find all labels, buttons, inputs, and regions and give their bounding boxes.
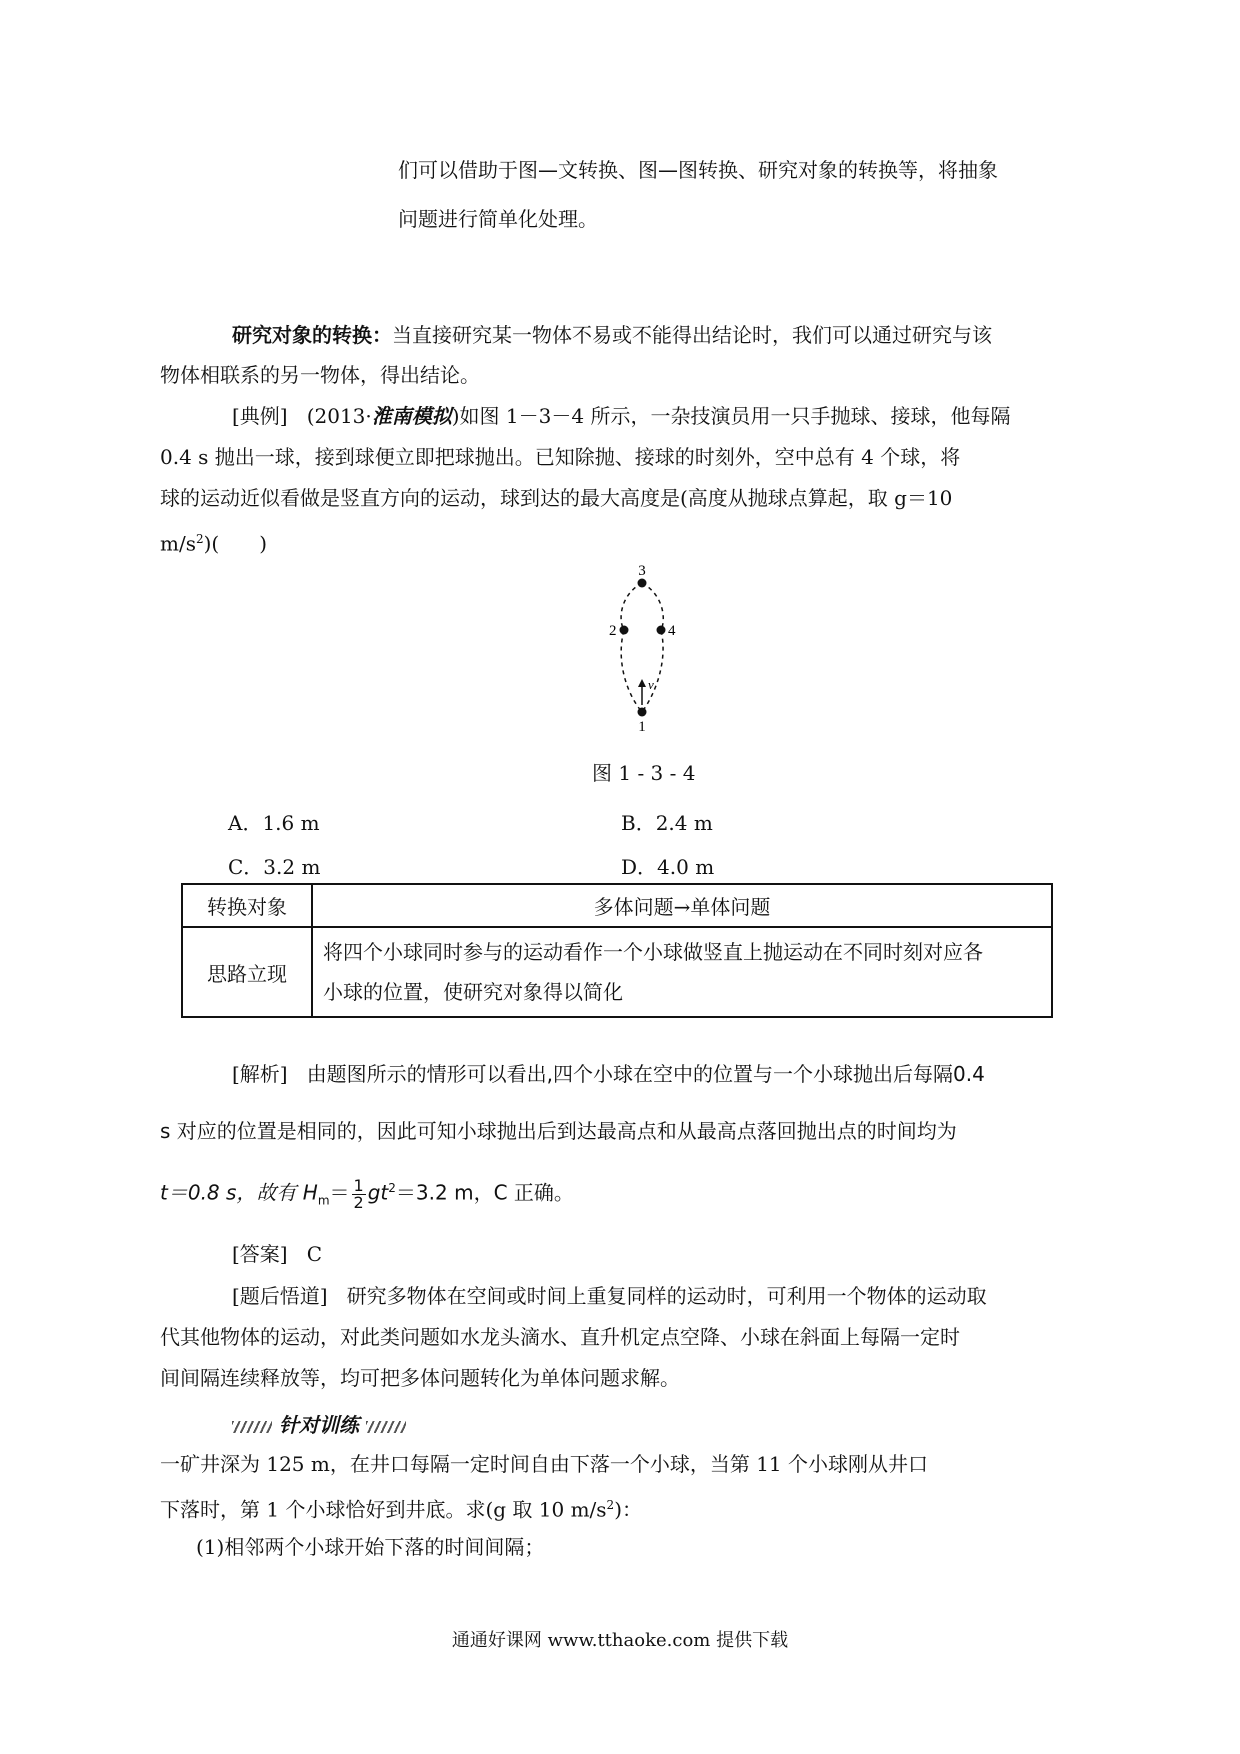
label-4: 4	[668, 623, 676, 639]
concept-text: 当直接研究某一物体不易或不能得出结论时，我们可以通过研究与该	[392, 323, 992, 347]
ball-3	[638, 579, 647, 588]
row1-label: 转换对象	[182, 884, 312, 927]
example-tag: [典例]	[232, 404, 288, 428]
row2-label: 思路立现	[182, 927, 312, 1017]
conversion-table	[181, 883, 1053, 1018]
concept-line-1	[232, 315, 992, 355]
eq-time: t＝0.8 s，故有	[160, 1180, 303, 1205]
training-text-2: 下落时，第 1 个小球恰好到井底。求(g 取 10 m/s	[160, 1497, 607, 1522]
row2-line-2: 小球的位置，使研究对象得以简化	[323, 980, 623, 1004]
label-3: 3	[638, 565, 646, 579]
example-line-3: 球的运动近似看做是竖直方向的运动，球到达的最大高度是(高度从抛球点算起，取 g＝10	[160, 486, 953, 510]
training-line-2	[160, 1485, 642, 1530]
training-sup: 2	[606, 1498, 615, 1512]
insight-text-1: 研究多物体在空间或时间上重复同样的运动时，可利用一个物体的运动取	[346, 1284, 987, 1308]
solution-text-1: 由题图所示的情形可以看出,四个小球在空中的位置与一个小球抛出后每隔0.4	[306, 1062, 985, 1086]
solution-line-1	[232, 1054, 985, 1094]
example-source-year: (2013·	[306, 404, 372, 428]
solution-tag: [解析]	[232, 1062, 288, 1086]
example-line-4	[160, 519, 267, 564]
solution-equation	[160, 1168, 574, 1221]
eq-gt: gt	[367, 1180, 389, 1205]
example-line-2: 0.4 s 抛出一球，接到球便立即把球抛出。已知除抛、接球的时刻外，空中总有 4 个球，将	[160, 445, 961, 469]
training-text-2b: )：	[614, 1497, 642, 1522]
training-title: 针对训练	[278, 1413, 359, 1437]
fraction	[352, 1175, 366, 1212]
row2-line-1: 将四个小球同时参与的运动看作一个小球做竖直上抛运动在不同时刻对应各	[323, 940, 983, 964]
insight-line-3: 间间隔连续释放等，均可把多体问题转化为单体问题求解。	[160, 1366, 680, 1390]
velocity-label: v	[648, 677, 654, 692]
example-source-name: 淮南模拟	[371, 404, 452, 428]
insight-tag: [题后悟道]	[232, 1284, 328, 1308]
option-d: D．4.0 m	[621, 855, 715, 879]
concept-term: 研究对象的转换：	[232, 323, 392, 347]
insight-line-2: 代其他物体的运动，对此类问题如水龙头滴水、直升机定点空降、小球在斜面上每隔一定时	[160, 1325, 960, 1349]
right-trajectory	[642, 583, 663, 712]
label-2: 2	[609, 623, 617, 639]
table-row	[182, 884, 1052, 927]
eq-sup: 2	[388, 1181, 396, 1195]
training-line-1: 一矿井深为 125 m，在井口每隔一定时间自由下落一个小球，当第 11 个小球刚从井口	[160, 1452, 929, 1476]
ball-2	[620, 626, 629, 635]
answer-blank: )( )	[203, 531, 268, 556]
ball-4	[657, 626, 666, 635]
solution-line-2: s 对应的位置是相同的，因此可知小球抛出后到达最高点和从最高点落回抛出点的时间均为	[160, 1119, 957, 1143]
insight-line-1	[232, 1276, 987, 1316]
figure-caption: 图 1 - 3 - 4	[592, 761, 696, 785]
example-line-1	[232, 396, 1010, 436]
ball-1	[638, 708, 647, 717]
eq-sub: m	[317, 1193, 330, 1208]
stripe-decoration-left	[232, 1421, 272, 1433]
intro-line-1: 们可以借助于图—文转换、图—图转换、研究对象的转换等，将抽象	[398, 158, 998, 182]
frac-den: 2	[353, 1192, 364, 1212]
juggling-figure	[596, 565, 686, 735]
option-a: A．1.6 m	[228, 811, 320, 835]
option-c: C．3.2 m	[228, 855, 321, 879]
label-1: 1	[638, 719, 646, 735]
row1-value: 多体问题→单体问题	[312, 884, 1052, 927]
table-row	[182, 927, 1052, 1017]
training-item-1: (1)相邻两个小球开始下落的时间间隔；	[196, 1535, 545, 1559]
page-footer: 通通好课网 www.tthaoke.com 提供下载	[451, 1630, 789, 1651]
frac-num: 1	[353, 1175, 364, 1195]
velocity-arrowhead	[638, 679, 646, 687]
concept-line-2: 物体相联系的另一物体，得出结论。	[160, 363, 480, 387]
stripe-decoration-right	[366, 1421, 406, 1433]
example-text-1: )如图 1－3－4 所示，一杂技演员用一只手抛球、接球，他每隔	[451, 404, 1011, 428]
left-trajectory	[621, 583, 642, 712]
option-b: B．2.4 m	[621, 811, 713, 835]
answer-line	[232, 1234, 322, 1274]
row2-value	[312, 927, 1052, 1017]
answer-value: C	[306, 1242, 322, 1266]
training-header	[232, 1409, 406, 1438]
eq-H: H	[302, 1180, 318, 1205]
unit-sup: 2	[195, 532, 204, 546]
eq-equals: ＝	[329, 1180, 350, 1205]
intro-line-2: 问题进行简单化处理。	[398, 207, 598, 231]
answer-tag: [答案]	[232, 1242, 288, 1266]
unit-text: m/s	[160, 531, 196, 556]
eq-rest: ＝3.2 m，C 正确。	[395, 1180, 574, 1205]
